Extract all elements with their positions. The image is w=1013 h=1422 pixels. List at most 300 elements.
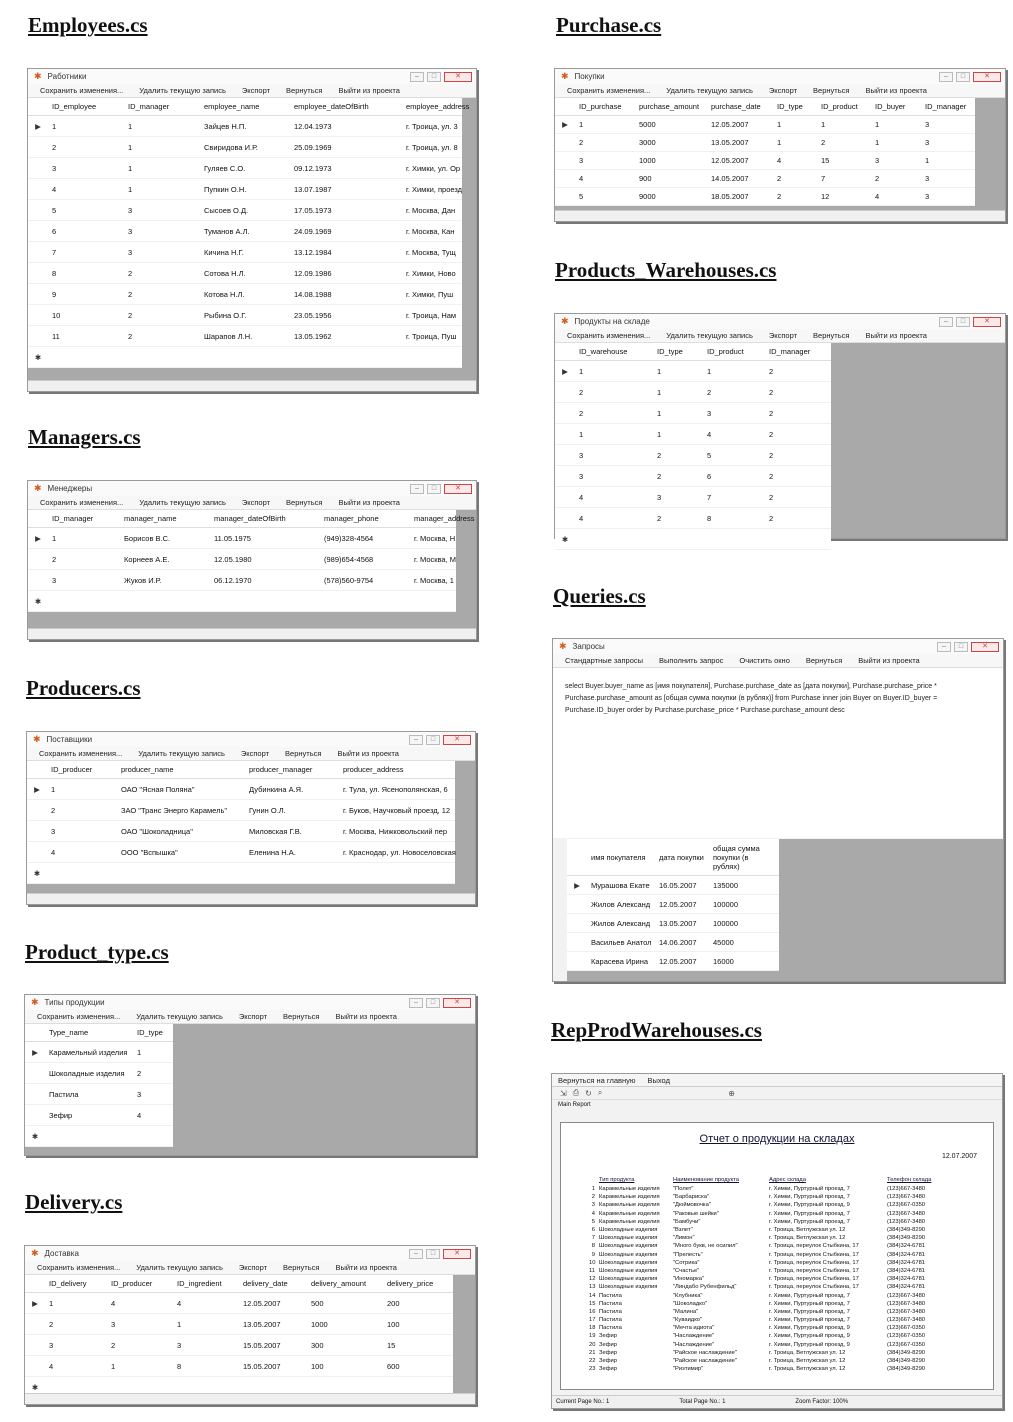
table-cell[interactable]: 13.12.1984 [290,242,402,263]
menu-item[interactable]: Выйти из проекта [865,331,927,340]
table-cell[interactable]: 09.12.1973 [290,158,402,179]
table-cell[interactable]: 2 [45,1314,107,1335]
new-row-asterisk-icon[interactable]: ✱ [27,863,47,884]
new-row[interactable] [555,529,831,550]
column-header[interactable]: ID_warehouse [575,343,653,361]
column-header[interactable]: ID_purchase [575,98,635,116]
table-cell[interactable] [653,529,703,550]
menu-item[interactable]: Стандартные запросы [565,656,644,665]
table-cell[interactable]: Миловская Г.В. [245,821,339,842]
column-header[interactable]: ID_manager [124,98,200,116]
table-cell[interactable]: 12.05.2007 [655,895,709,914]
maximize-icon[interactable]: □ [956,72,970,82]
table-cell[interactable]: 2 [124,305,200,326]
table-cell[interactable]: 3 [124,221,200,242]
table-cell[interactable]: 100 [307,1356,383,1377]
table-cell[interactable]: 3 [47,821,117,842]
table-row[interactable] [555,508,831,529]
row-header[interactable] [28,200,48,221]
current-row-arrow-icon[interactable]: ▶ [28,528,48,549]
new-row-asterisk-icon[interactable]: ✱ [25,1126,45,1147]
close-icon[interactable]: ✕ [971,642,999,652]
menu-item[interactable]: Удалить текущую запись [139,86,226,95]
table-cell[interactable]: 3 [133,1084,173,1105]
table-row[interactable] [28,570,456,591]
table-cell[interactable]: 13.07.1987 [290,179,402,200]
menu-item[interactable]: Вернуться [285,749,322,758]
table-row[interactable] [28,179,462,200]
table-row[interactable] [27,779,455,800]
table-cell[interactable]: 4 [133,1105,173,1126]
table-cell[interactable]: 2 [653,445,703,466]
menu-item[interactable]: Удалить текущую запись [138,749,225,758]
menu-item[interactable]: Вернуться [286,86,323,95]
table-cell[interactable]: 1 [575,424,653,445]
table-cell[interactable]: 3 [575,152,635,170]
table-row[interactable] [28,242,462,263]
table-cell[interactable]: Пупкин О.Н. [200,179,290,200]
menu-item[interactable]: Экспорт [241,86,271,95]
table-cell[interactable]: 1 [124,179,200,200]
table-cell[interactable]: 06.12.1970 [210,570,320,591]
table-row[interactable] [555,382,831,403]
row-header[interactable] [555,152,575,170]
close-icon[interactable]: ✕ [443,998,471,1008]
row-header[interactable] [28,570,48,591]
table-cell[interactable]: г. Москва, 1 [410,570,456,591]
table-cell[interactable]: 1 [653,403,703,424]
maximize-icon[interactable]: □ [427,484,441,494]
table-cell[interactable] [45,1126,133,1147]
table-row[interactable] [28,326,462,347]
column-header[interactable]: delivery_price [383,1275,453,1293]
table-cell[interactable]: 3 [107,1314,173,1335]
table-cell[interactable] [120,591,210,612]
table-cell[interactable]: 900 [635,170,707,188]
table-row[interactable] [28,200,462,221]
table-cell[interactable]: 5000 [635,116,707,134]
menu-item[interactable]: Сохранить изменения... [567,331,651,340]
minimize-icon[interactable]: – [410,72,424,82]
table-cell[interactable] [765,529,831,550]
table-row[interactable] [28,528,456,549]
table-cell[interactable]: 100 [383,1314,453,1335]
table-row[interactable] [28,137,462,158]
table-cell[interactable]: 1 [653,361,703,382]
table-cell[interactable]: г. Москва, М [410,549,456,570]
table-cell[interactable]: 1 [133,1042,173,1063]
row-header[interactable] [555,134,575,152]
table-cell[interactable]: 14.06.2007 [655,933,709,952]
table-row[interactable] [25,1314,453,1335]
table-cell[interactable]: г. Троица, Нам [402,305,462,326]
menu-item-exit[interactable]: Выход [647,1075,670,1085]
row-header[interactable] [555,170,575,188]
table-row[interactable] [25,1335,453,1356]
table-cell[interactable]: 3 [921,116,975,134]
table-row[interactable] [567,876,779,895]
table-cell[interactable]: 12.05.2007 [707,116,773,134]
table-cell[interactable]: г. Химки, Пуш [402,284,462,305]
table-cell[interactable]: 23.05.1956 [290,305,402,326]
current-row-arrow-icon[interactable]: ▶ [25,1042,45,1063]
minimize-icon[interactable]: – [939,317,953,327]
table-cell[interactable]: 3 [921,134,975,152]
table-cell[interactable]: (578)560-9754 [320,570,410,591]
table-cell[interactable]: 45000 [709,933,779,952]
table-cell[interactable]: г. Москва, Тущ [402,242,462,263]
table-row[interactable] [555,152,975,170]
table-cell[interactable]: 17.05.1973 [290,200,402,221]
table-cell[interactable]: 1 [773,116,817,134]
table-cell[interactable]: 2 [575,134,635,152]
close-icon[interactable]: ✕ [973,317,1001,327]
table-cell[interactable]: 15.05.2007 [239,1356,307,1377]
print-icon[interactable]: ⎙ [572,1088,580,1097]
table-cell[interactable]: 18.05.2007 [707,188,773,206]
table-cell[interactable]: Жуков И.Р. [120,570,210,591]
table-cell[interactable]: г. Тула, ул. Ясенополянская, 6 [339,779,455,800]
table-cell[interactable]: 5 [703,445,765,466]
menu-item[interactable]: Удалить текущую запись [139,498,226,507]
table-cell[interactable]: 14.08.1988 [290,284,402,305]
current-row-arrow-icon[interactable]: ▶ [567,876,587,895]
row-header[interactable] [555,445,575,466]
row-header[interactable] [28,263,48,284]
table-cell[interactable]: 12.05.2007 [239,1293,307,1314]
new-row-asterisk-icon[interactable]: ✱ [28,347,48,368]
table-cell[interactable]: 1 [173,1314,239,1335]
table-cell[interactable]: 3 [575,445,653,466]
table-row[interactable] [567,914,779,933]
table-cell[interactable]: 1 [773,134,817,152]
maximize-icon[interactable]: □ [954,642,968,652]
table-cell[interactable]: 4 [107,1293,173,1314]
table-cell[interactable] [339,863,455,884]
table-cell[interactable]: г. Москва, Кан [402,221,462,242]
table-cell[interactable]: (949)328-4564 [320,528,410,549]
table-cell[interactable]: 25.09.1969 [290,137,402,158]
table-cell[interactable]: 7 [703,487,765,508]
menu-item[interactable]: Выполнить запрос [659,656,724,665]
new-row-asterisk-icon[interactable]: ✱ [28,591,48,612]
table-cell[interactable]: 1 [575,116,635,134]
row-header[interactable] [25,1314,45,1335]
maximize-icon[interactable]: □ [426,735,440,745]
row-header[interactable] [25,1356,45,1377]
table-cell[interactable]: 2 [124,326,200,347]
table-cell[interactable] [117,863,245,884]
table-cell[interactable] [124,347,200,368]
column-header[interactable]: ID_type [653,343,703,361]
table-cell[interactable] [290,347,402,368]
row-header[interactable] [28,158,48,179]
table-cell[interactable]: 1 [45,1293,107,1314]
table-row[interactable] [28,284,462,305]
table-row[interactable] [555,487,831,508]
table-row[interactable] [567,895,779,914]
table-cell[interactable]: 3 [173,1335,239,1356]
table-cell[interactable]: 4 [575,170,635,188]
table-row[interactable] [25,1105,173,1126]
table-cell[interactable]: Зайцев Н.П. [200,116,290,137]
column-header[interactable]: employee_name [200,98,290,116]
refresh-icon[interactable]: ↻ [585,1088,592,1098]
minimize-icon[interactable]: – [410,484,424,494]
table-cell[interactable]: г. Краснодар, ул. Новоселовская [339,842,455,863]
table-cell[interactable]: 2 [871,170,921,188]
column-header[interactable]: producer_address [339,761,455,779]
table-row[interactable] [25,1042,173,1063]
table-cell[interactable]: Жилов Александ [587,914,655,933]
table-cell[interactable]: 16.05.2007 [655,876,709,895]
table-cell[interactable]: 10 [48,305,124,326]
menu-item[interactable]: Выйти из проекта [335,1263,397,1272]
close-icon[interactable]: ✕ [444,484,472,494]
table-cell[interactable]: 2 [133,1063,173,1084]
minimize-icon[interactable]: – [409,735,423,745]
table-cell[interactable]: 16000 [709,952,779,971]
table-row[interactable] [567,952,779,971]
table-row[interactable] [28,158,462,179]
table-cell[interactable]: Рыбина О.Г. [200,305,290,326]
menu-item[interactable]: Экспорт [238,1263,268,1272]
table-cell[interactable]: Карамельный изделия [45,1042,133,1063]
table-cell[interactable]: Еленина Н.А. [245,842,339,863]
menu-item[interactable]: Очистить окно [739,656,790,665]
column-header[interactable]: manager_dateOfBirth [210,510,320,528]
table-cell[interactable]: 1 [124,137,200,158]
row-header[interactable] [567,933,587,952]
column-header[interactable]: ID_delivery [45,1275,107,1293]
table-cell[interactable]: 13.05.2007 [239,1314,307,1335]
table-cell[interactable]: Пастила [45,1084,133,1105]
minimize-icon[interactable]: – [409,998,423,1008]
table-cell[interactable]: 12.05.2007 [655,952,709,971]
table-cell[interactable]: 3 [653,487,703,508]
minimize-icon[interactable]: – [937,642,951,652]
column-header[interactable]: ID_product [703,343,765,361]
table-cell[interactable]: 3 [124,200,200,221]
table-cell[interactable] [245,863,339,884]
table-row[interactable] [28,221,462,242]
table-cell[interactable]: 2 [575,403,653,424]
menu-item[interactable]: Сохранить изменения... [40,498,124,507]
table-cell[interactable]: 1000 [307,1314,383,1335]
table-cell[interactable]: 200 [383,1293,453,1314]
table-cell[interactable]: Мурашова Екате [587,876,655,895]
horizontal-scrollbar[interactable] [28,628,476,639]
row-header[interactable] [567,895,587,914]
table-cell[interactable]: 1 [124,116,200,137]
maximize-icon[interactable]: □ [956,317,970,327]
table-cell[interactable]: 12.05.1980 [210,549,320,570]
table-row[interactable] [25,1084,173,1105]
table-cell[interactable]: 5 [575,188,635,206]
minimize-icon[interactable]: – [939,72,953,82]
row-header[interactable] [25,1335,45,1356]
table-cell[interactable]: 2 [765,487,831,508]
table-row[interactable] [27,821,455,842]
row-header[interactable] [28,549,48,570]
table-cell[interactable]: Сысоев О.Д. [200,200,290,221]
row-header[interactable] [28,326,48,347]
table-cell[interactable]: 3 [871,152,921,170]
table-cell[interactable] [402,347,462,368]
table-cell[interactable]: 14.05.2007 [707,170,773,188]
maximize-icon[interactable]: □ [426,1249,440,1259]
close-icon[interactable]: ✕ [443,735,471,745]
table-cell[interactable]: 12 [817,188,871,206]
menu-item[interactable]: Экспорт [768,331,798,340]
table-cell[interactable]: 500 [307,1293,383,1314]
menu-item[interactable]: Удалить текущую запись [136,1012,223,1021]
table-cell[interactable]: 2 [765,466,831,487]
table-cell[interactable]: 1 [48,116,124,137]
table-cell[interactable]: 1 [48,528,120,549]
menu-item[interactable]: Вернуться [286,498,323,507]
column-header[interactable]: ID_producer [107,1275,173,1293]
minimize-icon[interactable]: – [409,1249,423,1259]
menu-item[interactable]: Экспорт [240,749,270,758]
horizontal-scrollbar[interactable] [555,210,1005,221]
table-cell[interactable]: Карасева Ирина [587,952,655,971]
new-row[interactable] [28,591,456,612]
table-cell[interactable]: 1000 [635,152,707,170]
table-cell[interactable]: 8 [703,508,765,529]
table-cell[interactable]: 2 [765,403,831,424]
table-cell[interactable]: 4 [173,1293,239,1314]
table-cell[interactable]: г. Москва, Нижковольский пер [339,821,455,842]
table-cell[interactable]: 6 [48,221,124,242]
table-cell[interactable]: 2 [765,508,831,529]
table-cell[interactable]: ОАО "Шоколадница" [117,821,245,842]
row-header[interactable] [28,179,48,200]
table-cell[interactable]: Свиридова И.Р. [200,137,290,158]
table-cell[interactable]: 1 [124,158,200,179]
column-header[interactable]: дата покупки [655,839,709,876]
table-cell[interactable]: 4 [575,487,653,508]
column-header[interactable]: ID_producer [47,761,117,779]
table-row[interactable] [28,305,462,326]
table-cell[interactable]: 3 [703,403,765,424]
table-cell[interactable] [210,591,320,612]
zoom-icon[interactable]: ⊕ [728,1088,735,1098]
column-header[interactable]: ID_type [773,98,817,116]
row-header[interactable] [555,466,575,487]
column-header[interactable]: ID_manager [765,343,831,361]
report-tab[interactable]: Main Report [558,1102,591,1108]
table-cell[interactable]: 7 [48,242,124,263]
table-cell[interactable]: 3 [48,158,124,179]
menu-item[interactable]: Удалить текущую запись [666,86,753,95]
table-cell[interactable]: 2 [773,170,817,188]
column-header[interactable]: общая сумма покупки (в рублях) [709,839,779,876]
column-header[interactable]: producer_manager [245,761,339,779]
table-cell[interactable]: 100000 [709,895,779,914]
table-cell[interactable]: 11.05.1975 [210,528,320,549]
table-cell[interactable]: 300 [307,1335,383,1356]
menu-item[interactable]: Сохранить изменения... [39,749,123,758]
menu-item-back-main[interactable]: Вернуться на главную [558,1075,636,1085]
table-cell[interactable]: 3 [48,570,120,591]
table-cell[interactable]: 600 [383,1356,453,1377]
row-header[interactable] [25,1084,45,1105]
row-header[interactable] [25,1063,45,1084]
table-cell[interactable]: 2 [765,361,831,382]
table-cell[interactable]: 2 [703,382,765,403]
table-cell[interactable]: г. Троица, Пуш [402,326,462,347]
table-cell[interactable]: г. Москва, Дан [402,200,462,221]
table-cell[interactable]: Гуляев С.О. [200,158,290,179]
table-cell[interactable]: 100000 [709,914,779,933]
table-row[interactable] [555,445,831,466]
menu-item[interactable]: Сохранить изменения... [40,86,124,95]
table-cell[interactable]: 4 [703,424,765,445]
menu-item[interactable]: Вернуться [813,86,850,95]
table-cell[interactable]: (989)654-4568 [320,549,410,570]
table-cell[interactable]: 1 [921,152,975,170]
table-cell[interactable]: Корнеев А.Е. [120,549,210,570]
row-header[interactable] [555,487,575,508]
column-header[interactable]: manager_name [120,510,210,528]
table-cell[interactable]: 3 [921,170,975,188]
table-cell[interactable]: 6 [703,466,765,487]
table-cell[interactable]: 24.09.1969 [290,221,402,242]
table-cell[interactable]: 1 [47,779,117,800]
horizontal-scrollbar[interactable] [28,380,476,391]
table-row[interactable] [555,424,831,445]
row-header[interactable] [567,914,587,933]
table-cell[interactable]: 2 [773,188,817,206]
column-header[interactable]: purchase_amount [635,98,707,116]
table-cell[interactable]: 2 [48,137,124,158]
table-cell[interactable]: 3 [124,242,200,263]
table-cell[interactable]: 5 [48,200,124,221]
table-cell[interactable]: 3000 [635,134,707,152]
table-cell[interactable]: 12.04.1973 [290,116,402,137]
menu-item[interactable]: Вернуться [805,656,843,665]
row-header[interactable] [28,305,48,326]
new-row[interactable] [28,347,462,368]
table-cell[interactable]: 9 [48,284,124,305]
row-header[interactable] [28,221,48,242]
table-cell[interactable]: 12.09.1986 [290,263,402,284]
table-cell[interactable]: Котова Н.Л. [200,284,290,305]
table-row[interactable] [567,933,779,952]
table-cell[interactable]: 4 [575,508,653,529]
row-header[interactable] [555,508,575,529]
current-row-arrow-icon[interactable]: ▶ [25,1293,45,1314]
table-row[interactable] [25,1356,453,1377]
table-cell[interactable]: Васильев Анатол [587,933,655,952]
table-cell[interactable]: 4 [47,842,117,863]
maximize-icon[interactable]: □ [426,998,440,1008]
column-header[interactable]: delivery_amount [307,1275,383,1293]
table-cell[interactable]: 7 [817,170,871,188]
table-cell[interactable]: 2 [817,134,871,152]
menu-item[interactable]: Выйти из проекта [865,86,927,95]
table-cell[interactable]: 1 [107,1356,173,1377]
table-cell[interactable]: 2 [653,508,703,529]
table-cell[interactable] [703,529,765,550]
horizontal-scrollbar[interactable] [27,893,475,904]
table-cell[interactable] [133,1126,173,1147]
table-row[interactable] [25,1293,453,1314]
column-header[interactable]: ID_ingredient [173,1275,239,1293]
column-header[interactable]: ID_manager [48,510,120,528]
table-cell[interactable]: 2 [48,549,120,570]
